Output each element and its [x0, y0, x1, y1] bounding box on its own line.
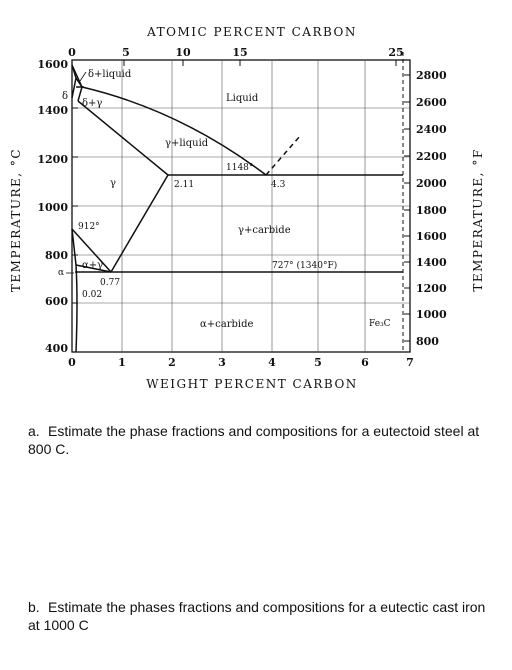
weight-tick-1: 1	[118, 356, 126, 369]
celsius-tick-1600: 1600	[37, 58, 68, 71]
label-comp-0-77: 0.77	[100, 278, 121, 288]
left-axis-title: TEMPERATURE, °C	[9, 147, 23, 293]
weight-tick-7: 7	[406, 356, 414, 369]
weight-tick-2: 2	[168, 356, 176, 369]
label-alpha-carbide: α+carbide	[200, 319, 254, 330]
solidus	[78, 101, 168, 175]
celsius-tick-600: 600	[45, 295, 68, 308]
celsius-tick-400: 400	[45, 342, 68, 355]
atomic-tick-5: 5	[122, 46, 130, 59]
delta-liquid-pointer	[80, 72, 86, 81]
question-a-text: Estimate the phase fractions and compositions for a eutectoid steel at 800 C.	[28, 423, 480, 457]
question-a-letter: a.	[28, 423, 40, 439]
weight-tick-3: 3	[218, 356, 226, 369]
fahrenheit-tick-800: 800	[416, 335, 439, 348]
atomic-tick-25: 25	[388, 46, 404, 59]
label-gamma-liquid: γ+liquid	[165, 138, 209, 149]
atomic-tick-15: 15	[232, 46, 248, 59]
label-comp-2-11: 2.11	[174, 180, 195, 190]
weight-tick-6: 6	[361, 356, 369, 369]
label-gamma-carbide: γ+carbide	[238, 225, 291, 236]
atomic-tick-10: 10	[175, 46, 191, 59]
fahrenheit-tick-1000: 1000	[416, 308, 447, 321]
bottom-axis-title: WEIGHT PERCENT CARBON	[146, 377, 358, 391]
label-comp-4-3: 4.3	[271, 180, 286, 190]
label-delta-liquid: δ+liquid	[88, 69, 132, 80]
weight-tick-4: 4	[268, 356, 276, 369]
fahrenheit-tick-1600: 1600	[416, 230, 447, 243]
label-comp-0-02: 0.02	[82, 290, 103, 300]
fahrenheit-tick-2000: 2000	[416, 177, 447, 190]
atomic-tick-0: 0	[68, 46, 76, 59]
fahrenheit-tick-2400: 2400	[416, 123, 447, 136]
label-liquid: Liquid	[226, 93, 259, 104]
label-eutectoid-temp: 727° (1340°F)	[272, 261, 338, 271]
alpha-solvus	[72, 229, 77, 352]
weight-tick-0: 0	[68, 356, 76, 369]
fahrenheit-tick-2600: 2600	[416, 96, 447, 109]
weight-tick-5: 5	[314, 356, 322, 369]
fahrenheit-tick-1800: 1800	[416, 204, 447, 217]
acm-line	[111, 175, 168, 272]
label-alpha: α	[58, 268, 65, 278]
label-delta-gamma: δ+γ	[82, 98, 103, 109]
label-gamma: γ	[110, 178, 116, 189]
label-fe3c: Fe₃C	[369, 319, 391, 329]
atomic-tick-marks	[72, 60, 396, 66]
celsius-tick-1000: 1000	[37, 201, 68, 214]
celsius-tick-1200: 1200	[37, 153, 68, 166]
fahrenheit-tick-1400: 1400	[416, 256, 447, 269]
right-axis-title: TEMPERATURE, °F	[471, 148, 485, 292]
question-b	[28, 598, 498, 634]
label-delta: δ	[62, 91, 69, 102]
top-axis-title: ATOMIC PERCENT CARBON	[147, 25, 357, 39]
celsius-tick-800: 800	[45, 249, 68, 262]
question-b-text: Estimate the phases fractions and compositions for a eutectic cast iron at 1000 C	[28, 599, 486, 633]
label-temp-1148: 1148°	[226, 163, 254, 173]
question-b-letter: b.	[28, 599, 40, 615]
fahrenheit-tick-2800: 2800	[416, 69, 447, 82]
label-temp-912: 912°	[78, 222, 100, 232]
fahrenheit-tick-2200: 2200	[416, 150, 447, 163]
fahrenheit-tick-1200: 1200	[416, 282, 447, 295]
celsius-tick-1400: 1400	[37, 104, 68, 117]
question-a	[28, 422, 498, 458]
fahrenheit-tick-marks	[404, 75, 410, 341]
label-alpha-gamma: α+γ	[82, 260, 104, 271]
liquidus-right-dashed	[266, 136, 300, 175]
